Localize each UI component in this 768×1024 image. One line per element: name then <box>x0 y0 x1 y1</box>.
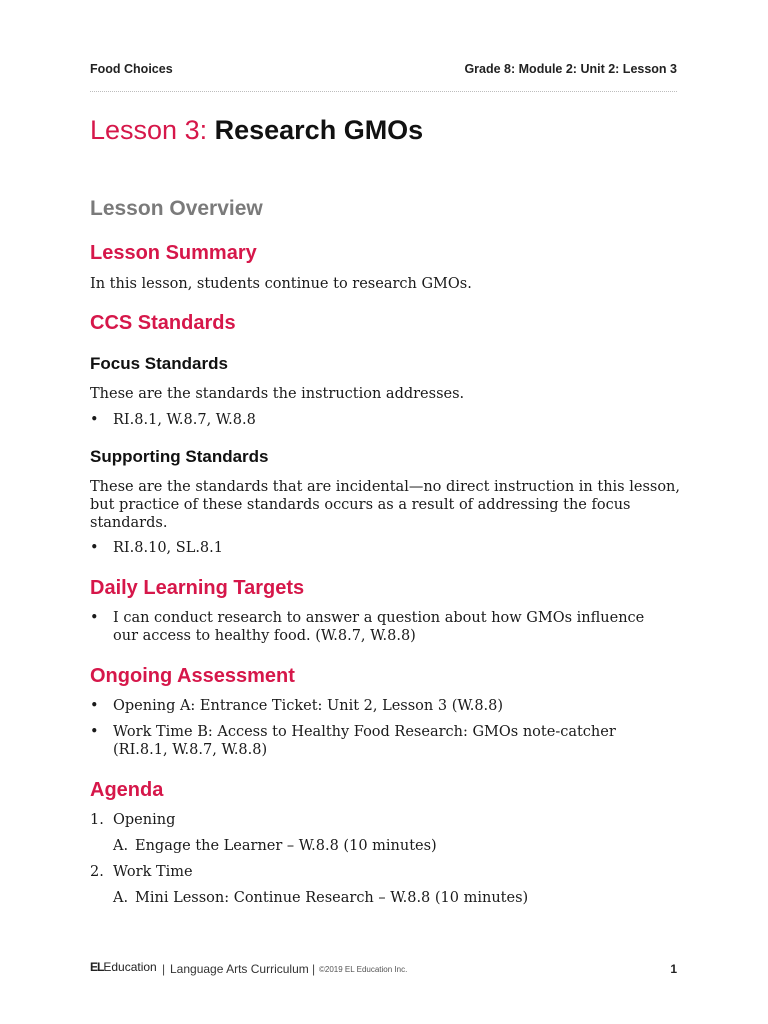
agenda-subitem-label: Engage the Learner – W.8.8 (10 minutes) <box>135 838 437 854</box>
agenda-subitem <box>113 837 673 855</box>
page-number: 1 <box>670 962 677 976</box>
list-item <box>90 697 680 715</box>
list-item <box>90 411 680 429</box>
overview-heading: Lesson Overview <box>90 197 263 220</box>
bullet-glyph: • <box>90 412 99 428</box>
bullet-glyph: • <box>90 698 99 714</box>
agenda-subitem <box>113 889 673 907</box>
page-title <box>90 112 680 148</box>
footer-separator: | <box>162 962 166 976</box>
agenda-subitem-label: Mini Lesson: Continue Research – W.8.8 (10 minutes) <box>135 890 529 906</box>
footer-curriculum: Language Arts Curriculum <box>170 962 309 976</box>
agenda-number: 2. <box>90 864 104 880</box>
ccs-heading: CCS Standards <box>90 312 236 334</box>
supporting-standards-text: These are the standards that are incidental—no direct instruction in this lesson, but practice of these standards occurs as a result of addressing the focus standards. <box>90 479 681 531</box>
header-divider <box>90 91 677 92</box>
el-education-logo <box>90 960 157 974</box>
title-main: Research GMOs <box>214 115 424 145</box>
list-item <box>90 609 680 645</box>
summary-heading: Lesson Summary <box>90 242 257 264</box>
agenda-letter: A. <box>113 890 129 906</box>
list-item <box>90 539 680 557</box>
page-header <box>90 62 677 80</box>
agenda-item-label: Opening <box>113 812 176 828</box>
supporting-standard-item: RI.8.10, SL.8.1 <box>113 540 223 556</box>
targets-heading: Daily Learning Targets <box>90 577 305 599</box>
page-footer <box>90 960 677 980</box>
agenda-number: 1. <box>90 812 104 828</box>
footer-copyright: ©2019 EL Education Inc. <box>319 965 408 974</box>
bullet-glyph: • <box>90 540 99 556</box>
title-prefix: Lesson 3: <box>90 115 208 145</box>
focus-standard-item: RI.8.1, W.8.7, W.8.8 <box>113 412 256 428</box>
header-lesson-path: Grade 8: Module 2: Unit 2: Lesson 3 <box>464 62 677 76</box>
bullet-glyph: • <box>90 724 99 740</box>
list-item <box>90 723 680 759</box>
bullet-glyph: • <box>90 610 99 626</box>
assessment-heading: Ongoing Assessment <box>90 665 295 687</box>
agenda-item <box>90 811 680 829</box>
assessment-item: Work Time B: Access to Healthy Food Research: GMOs note-catcher (RI.8.1, W.8.7, W.8.8) <box>113 724 616 758</box>
logo-mark: EL <box>90 960 104 974</box>
focus-standards-text: These are the standards the instruction addresses. <box>90 386 465 402</box>
header-module-title: Food Choices <box>90 62 173 76</box>
supporting-standards-heading: Supporting Standards <box>90 447 269 466</box>
agenda-letter: A. <box>113 838 129 854</box>
footer-separator: | <box>312 962 316 976</box>
agenda-heading: Agenda <box>90 779 164 801</box>
summary-text: In this lesson, students continue to research GMOs. <box>90 276 472 292</box>
focus-standards-heading: Focus Standards <box>90 354 228 373</box>
learning-target-item: I can conduct research to answer a question about how GMOs influence our access to healthy food. (W.8.7, W.8.8) <box>113 610 645 644</box>
agenda-item-label: Work Time <box>113 864 193 880</box>
document-body <box>90 112 681 906</box>
agenda-item <box>90 863 680 881</box>
logo-word: Education <box>103 960 157 974</box>
assessment-item: Opening A: Entrance Ticket: Unit 2, Lesson 3 (W.8.8) <box>113 698 504 714</box>
